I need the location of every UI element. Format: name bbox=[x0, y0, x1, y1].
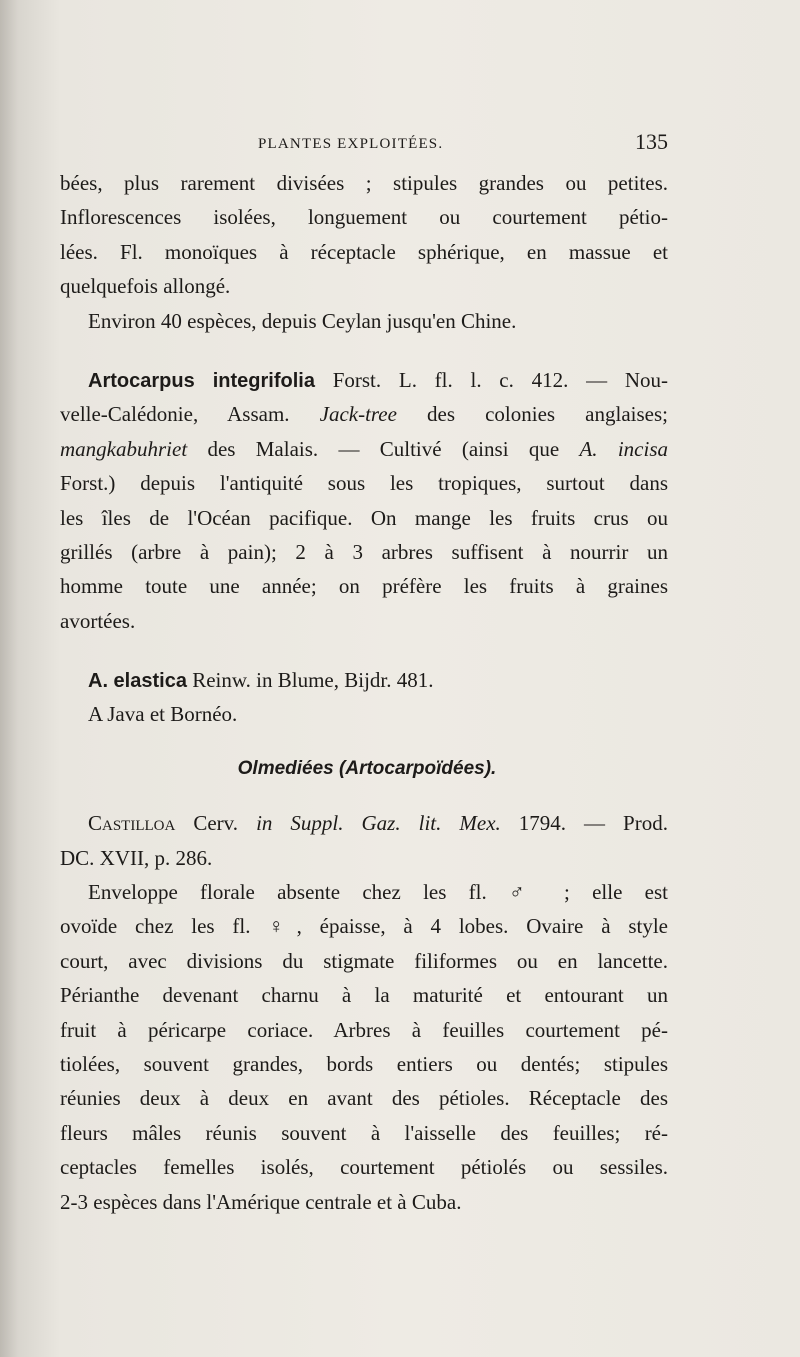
text-line: les îles de l'Océan pacifique. On mange les fruits crus ou bbox=[60, 505, 668, 530]
running-title: PLANTES EXPLOITÉES. bbox=[258, 136, 444, 152]
species-name: Artocarpus integrifolia bbox=[88, 369, 315, 392]
text-line bbox=[60, 432, 668, 466]
text-line: avortées. bbox=[60, 608, 136, 633]
text-line: Inflorescences isolées, longuement ou courtement pétio- bbox=[60, 205, 668, 230]
text-line: lées. Fl. monoïques à réceptacle sphérique, en massue et bbox=[60, 239, 668, 264]
text-line: Périanthe devenant charnu à la maturité et entourant un bbox=[60, 983, 668, 1008]
spacer bbox=[60, 786, 668, 806]
text-line: ceptacles femelles isolés, courtement pétiolés ou sessiles. bbox=[60, 1155, 668, 1180]
publication-reference: in Suppl. Gaz. lit. Mex. bbox=[256, 811, 501, 836]
common-name: Jack-tree bbox=[319, 402, 397, 427]
text-line bbox=[60, 397, 668, 431]
page-number: 135 bbox=[635, 129, 668, 154]
spacer bbox=[60, 732, 668, 752]
text-line: bées, plus rarement divisées ; stipules grandes ou petites. bbox=[60, 171, 668, 195]
text-line: réunies deux à deux en avant des pétioles. Réceptacle des bbox=[60, 1086, 668, 1111]
text-segment: velle-Calédonie, Assam. bbox=[60, 402, 320, 427]
common-name: mangkabuhriet bbox=[60, 436, 188, 461]
entry-a-elastica bbox=[60, 663, 668, 732]
text-line: Enveloppe florale absente chez les fl. ♂ ; elle est bbox=[88, 880, 668, 905]
entry-first-line bbox=[60, 363, 668, 397]
text-line: tiolées, souvent grandes, bords entiers ou dentés; stipules bbox=[60, 1051, 668, 1076]
entry-artocarpus-integrifolia bbox=[60, 363, 668, 638]
page-body bbox=[60, 166, 668, 1219]
text-segment: Cerv. bbox=[175, 811, 257, 836]
text-line: DC. XVII, p. 286. bbox=[60, 845, 213, 870]
text-line: Forst.) depuis l'antiquité sous les tropiques, surtout dans bbox=[60, 471, 668, 496]
species-reference: A. incisa bbox=[579, 436, 668, 461]
text-line: grillés (arbre à pain); 2 à 3 arbres suffisent à nourrir un bbox=[60, 539, 668, 564]
page-header bbox=[60, 129, 668, 162]
text-line: fleurs mâles réunis souvent à l'aisselle des feuilles; ré- bbox=[60, 1120, 668, 1145]
species-citation: Forst. L. fl. l. c. 412. — Nou- bbox=[314, 367, 668, 392]
entry-castilloa bbox=[60, 806, 668, 1219]
section-heading: Olmediées (Artocarpoïdées). bbox=[237, 757, 497, 779]
spacer bbox=[60, 638, 668, 663]
text-line: 2-3 espèces dans l'Amérique centrale et à Cuba. bbox=[60, 1189, 462, 1214]
text-line: quelquefois allongé. bbox=[60, 274, 231, 299]
spacer bbox=[60, 338, 668, 363]
entry-first-line bbox=[60, 663, 668, 697]
species-name: A. elastica bbox=[88, 670, 187, 693]
text-segment: 1794. — Prod. bbox=[500, 811, 668, 836]
text-line: homme toute une année; on préfère les fruits à graines bbox=[60, 574, 668, 599]
text-line: court, avec divisions du stigmate filiformes ou en lancette. bbox=[60, 948, 668, 973]
text-line: Environ 40 espèces, depuis Ceylan jusqu'en Chine. bbox=[88, 308, 517, 333]
species-citation: Reinw. in Blume, Bijdr. 481. bbox=[186, 668, 434, 693]
text-segment: des colonies anglaises; bbox=[396, 402, 668, 427]
genus-name: Castilloa bbox=[88, 811, 176, 836]
text-segment: des Malais. — Cultivé (ainsi que bbox=[187, 436, 580, 461]
entry-first-line bbox=[60, 806, 668, 840]
text-line: fruit à péricarpe coriace. Arbres à feuilles courtement pé- bbox=[60, 1017, 668, 1042]
text-line: A Java et Bornéo. bbox=[88, 702, 238, 727]
text-line: ovoïde chez les fl. ♀, épaisse, à 4 lobes. Ovaire à style bbox=[60, 914, 668, 939]
